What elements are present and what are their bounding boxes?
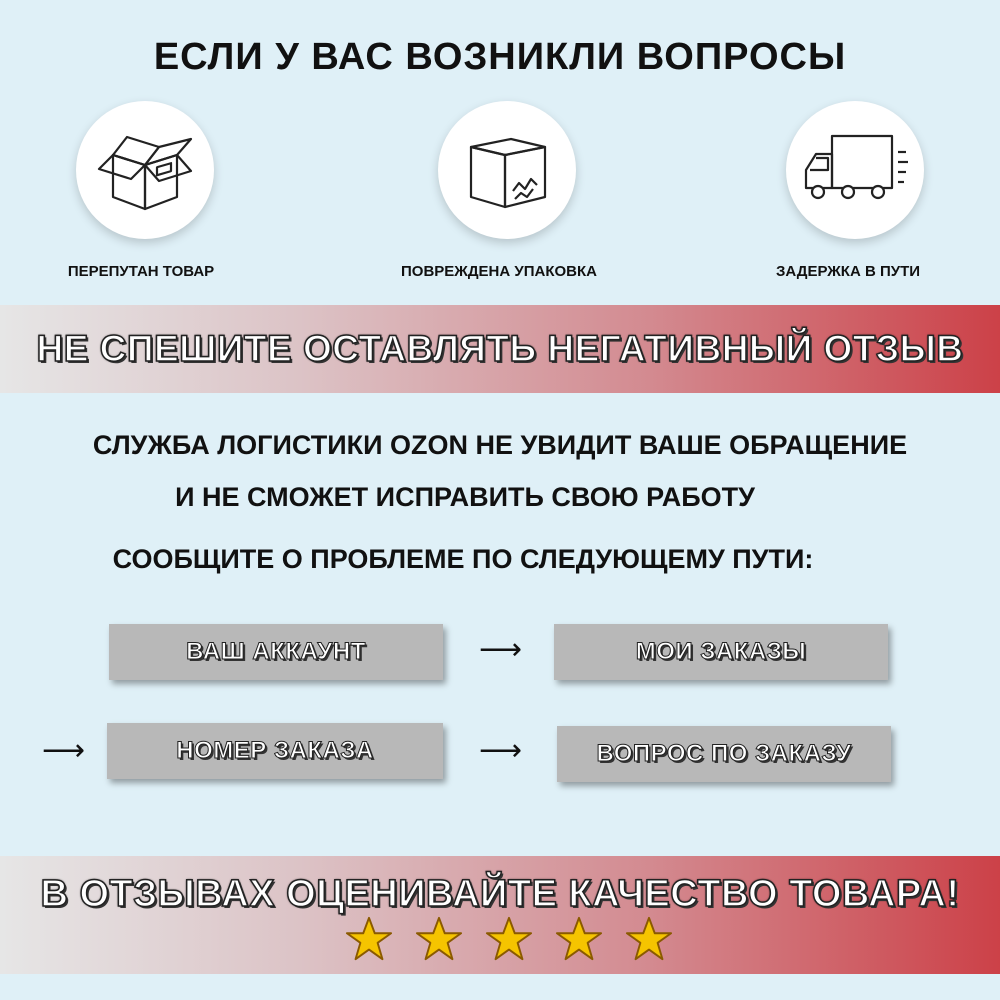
star-icon bbox=[625, 915, 673, 963]
info-line: И НЕ СМОЖЕТ ИСПРАВИТЬ СВОЮ РАБОТУ bbox=[175, 482, 755, 512]
delivery-truck-icon bbox=[800, 130, 910, 210]
top-banner-text: НЕ СПЕШИТЕ ОСТАВЛЯТЬ НЕГАТИВНЫЙ ОТЗЫВ bbox=[36, 328, 964, 369]
star-icon bbox=[345, 915, 393, 963]
arrow-icon: ⟶ bbox=[42, 734, 86, 767]
step-account: ВАШ АККАУНТ bbox=[109, 624, 443, 680]
issue-icon-circle bbox=[438, 101, 576, 239]
damaged-box-icon bbox=[457, 125, 557, 215]
info-line: СООБЩИТЕ О ПРОБЛЕМЕ ПО СЛЕДУЮЩЕМУ ПУТИ: bbox=[112, 544, 814, 574]
open-box-icon bbox=[95, 125, 195, 215]
step-order-question: ВОПРОС ПО ЗАКАЗУ bbox=[557, 726, 891, 782]
arrow-icon: ⟶ bbox=[479, 734, 523, 767]
arrow-icon: ⟶ bbox=[479, 633, 523, 666]
issue-label: ЗАДЕРЖКА В ПУТИ bbox=[775, 263, 921, 280]
step-order-number: НОМЕР ЗАКАЗА bbox=[107, 723, 443, 779]
issue-icon-circle bbox=[786, 101, 924, 239]
star-icon bbox=[555, 915, 603, 963]
issue-icon-circle bbox=[76, 101, 214, 239]
rating-stars bbox=[345, 915, 673, 963]
page-title: ЕСЛИ У ВАС ВОЗНИКЛИ ВОПРОСЫ bbox=[153, 36, 847, 78]
star-icon bbox=[485, 915, 533, 963]
star-icon bbox=[415, 915, 463, 963]
info-line: СЛУЖБА ЛОГИСТИКИ OZON НЕ УВИДИТ ВАШЕ ОБРАЩЕНИЕ bbox=[92, 430, 908, 460]
issue-label: ПОВРЕЖДЕНА УПАКОВКА bbox=[401, 263, 597, 280]
bottom-banner-text: В ОТЗЫВАХ ОЦЕНИВАЙТЕ КАЧЕСТВО ТОВАРА! bbox=[40, 873, 960, 915]
issue-label: ПЕРЕПУТАН ТОВАР bbox=[67, 263, 215, 280]
step-orders: МОИ ЗАКАЗЫ bbox=[554, 624, 888, 680]
